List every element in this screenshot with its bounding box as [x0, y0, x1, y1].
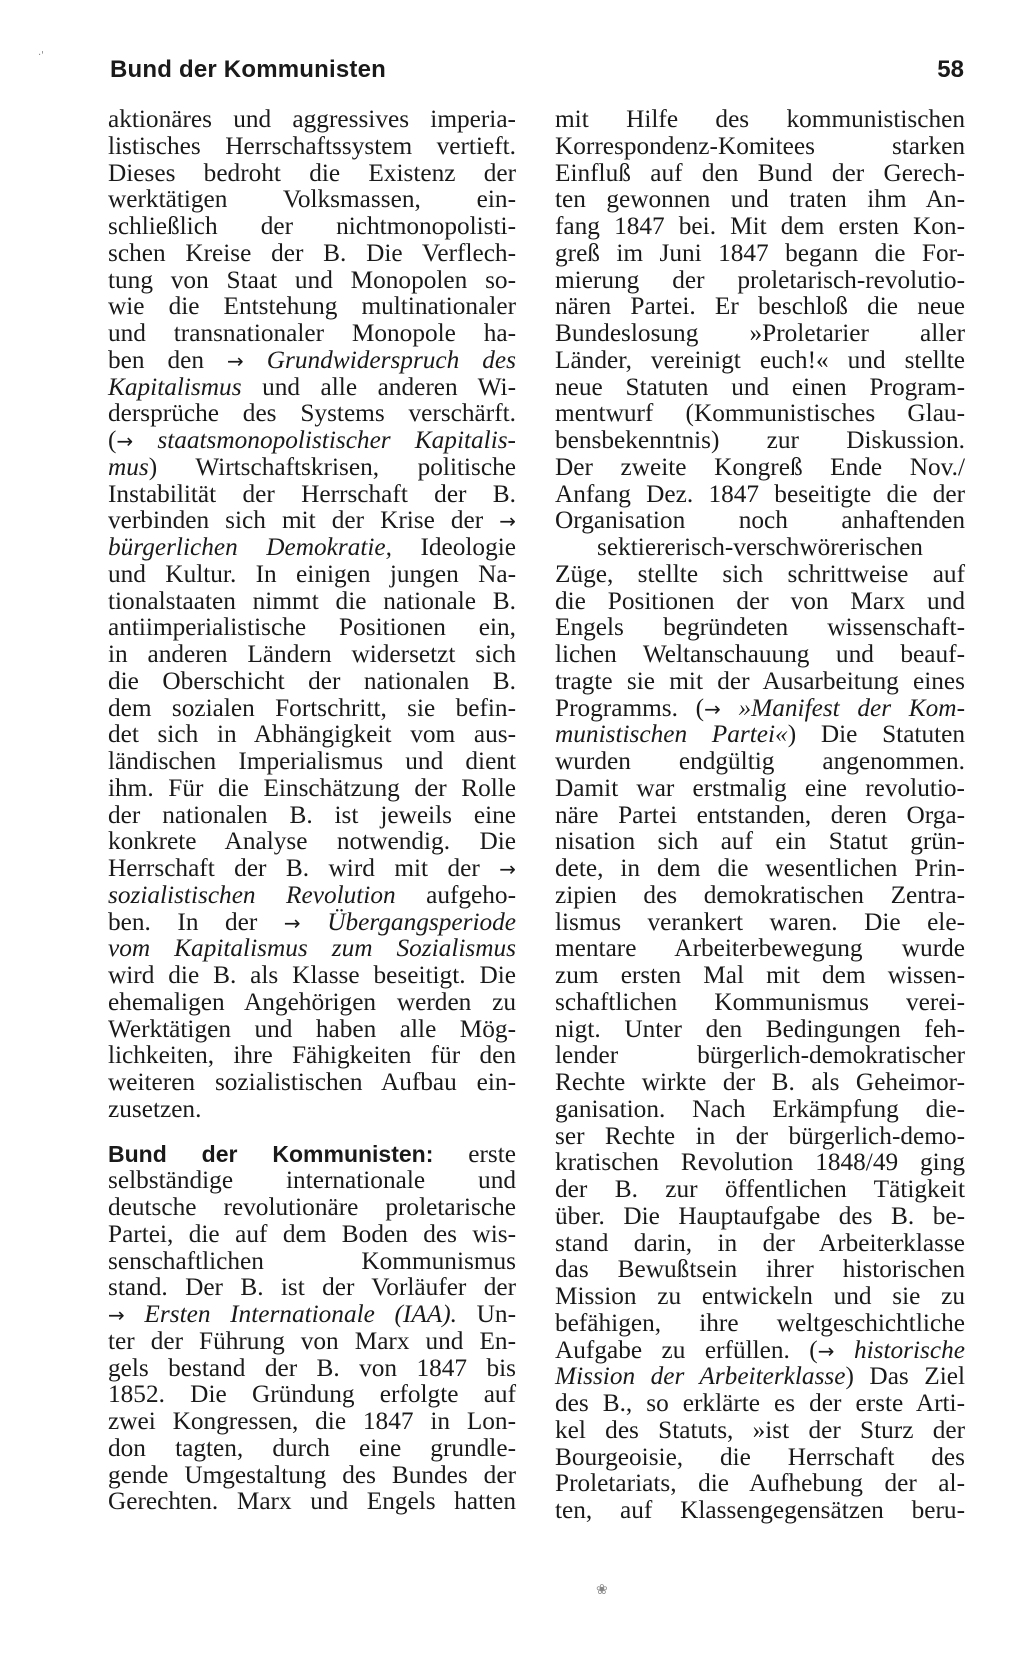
text-line: tionalstaaten nimmt die nationale B.	[108, 586, 516, 615]
cross-reference-link[interactable]: Übergangsperiode	[327, 907, 516, 936]
text-line: Gerechten. Marx und Engels hatten	[108, 1487, 516, 1516]
text-line: det sich in Abhängigkeit vom aus-	[108, 720, 516, 749]
page-number: 58	[937, 56, 964, 83]
running-header-title: Bund der Kommunisten	[110, 56, 387, 83]
text-line: ser Rechte in der bürgerlich-demo-	[555, 1121, 965, 1150]
cross-reference-link[interactable]: munistischen Partei«	[555, 720, 788, 749]
text-line: zipien des demokratischen Zentra-	[555, 880, 965, 909]
text-line: bensbekenntnis) zur Diskussion.	[555, 426, 965, 454]
text-line: Engels begründeten wissenschaft-	[555, 613, 965, 642]
text-line: deutsche revolutionäre proletarische	[108, 1193, 516, 1221]
text-line: Partei, die auf dem Boden des wis-	[108, 1219, 516, 1248]
text-line: Rechte wirkte der B. als Geheimor-	[555, 1068, 965, 1096]
text-line: Aufgabe zu erfüllen. (→ historische	[555, 1335, 965, 1364]
text-line: don tagten, durch eine grundle-	[108, 1433, 516, 1462]
text-line: lender bürgerlich-demokratischer	[555, 1041, 965, 1070]
text-line: schen Kreise der B. Die Verflech-	[108, 238, 516, 267]
cross-reference-link[interactable]: mus	[108, 452, 149, 481]
right-column	[555, 106, 965, 1524]
text-line: Anfang Dez. 1847 beseitigte die der	[555, 479, 965, 508]
text-line: in anderen Ländern widersetzt sich	[108, 640, 516, 668]
text-line: dete, in dem die wesentlichen Prin-	[555, 854, 965, 882]
text-line: ter der Führung von Marx und En-	[108, 1326, 516, 1355]
text-line: die Positionen der von Marx und	[555, 586, 965, 615]
text-line: und Kultur. In einigen jungen Na-	[108, 559, 516, 588]
text-line: Bundeslosung »Proletarier aller	[555, 319, 965, 347]
text-line: munistischen Partei«) Die Statuten	[555, 720, 965, 749]
text-line: mentwurf (Kommunistisches Glau-	[555, 399, 965, 428]
text-line: ten, auf Klassengegensätzen beru-	[555, 1496, 965, 1524]
text-line: → Ersten Internationale (IAA). Un-	[108, 1300, 516, 1328]
cross-reference-arrow-icon: →	[227, 348, 244, 373]
text-line: das Bewußtsein ihrer historischen	[555, 1255, 965, 1284]
text-line: der nationalen B. ist jeweils eine	[108, 800, 516, 829]
text-line: über. Die Hauptaufgabe des B. be-	[555, 1201, 965, 1230]
cross-reference-arrow-icon: →	[499, 509, 517, 534]
cross-reference-arrow-icon: →	[283, 910, 301, 935]
cross-reference-link[interactable]: Mission der Arbeiterklasse	[555, 1362, 846, 1391]
cross-reference-link[interactable]: vom Kapitalismus zum Sozialismus	[108, 934, 516, 963]
text-line: antiimperialistische Positionen ein,	[108, 613, 516, 642]
text-line: zwei Kongressen, die 1847 in Lon-	[108, 1407, 516, 1435]
cross-reference-link[interactable]: bürgerlichen Demokratie,	[108, 533, 392, 561]
text-line: zum ersten Mal mit dem wissen-	[555, 961, 965, 989]
text-line: Bourgeoisie, die Herrschaft des	[555, 1442, 965, 1471]
text-line: befähigen, ihre weltgeschichtliche	[555, 1308, 965, 1337]
text-line: Mission der Arbeiterklasse) Das Ziel	[555, 1362, 965, 1391]
text-line: Länder, vereinigt euch!« und stellte	[555, 345, 965, 374]
text-line: Mission zu entwickeln und sie zu	[555, 1282, 965, 1310]
text-line: ehemaligen Angehörigen werden zu	[108, 987, 516, 1016]
text-line: kratischen Revolution 1848/49 ging	[555, 1148, 965, 1177]
text-line: nären Partei. Er beschloß die neue	[555, 292, 965, 321]
text-line: verbinden sich mit der Krise der →	[108, 506, 517, 535]
text-line: aktionäres und aggressives imperia-	[108, 105, 516, 133]
text-line: tragte sie mit der Ausarbeitung eines	[555, 666, 965, 695]
text-line: ten gewonnen und traten ihm An-	[555, 185, 965, 214]
text-line: und transnationaler Monopole ha-	[108, 319, 516, 347]
text-line: Züge, stellte sich schrittweise auf	[555, 559, 965, 588]
cross-reference-link[interactable]: historische	[853, 1335, 965, 1364]
text-line: mit Hilfe des kommunistischen	[555, 105, 965, 133]
text-line: kel des Statuts, »ist der Sturz der	[555, 1415, 965, 1444]
left-column	[108, 106, 516, 1515]
text-line: Werktätigen und haben alle Mög-	[108, 1014, 516, 1043]
text-line: Organisation noch anhaftenden	[555, 506, 965, 535]
text-line: sektiererisch-verschwörerischen	[597, 533, 923, 561]
text-line: selbständige internationale und	[108, 1166, 516, 1195]
text-line: stand. Der B. ist der Vorläufer der	[108, 1273, 516, 1302]
text-line: stand darin, in der Arbeiterklasse	[555, 1228, 965, 1257]
text-line: tung von Staat und Monopolen so-	[108, 265, 516, 294]
text-line: Der zweite Kongreß Ende Nov./	[555, 452, 965, 481]
text-line: senschaftlichen Kommunismus	[108, 1246, 516, 1275]
text-line: nisation sich auf ein Statut grün-	[555, 827, 965, 856]
text-line: weiteren sozialistischen Aufbau ein-	[108, 1068, 516, 1096]
cross-reference-link[interactable]: sozialistischen Revolution	[108, 880, 396, 909]
text-line: neue Statuten und einen Program-	[555, 372, 965, 401]
text-line: werktätigen Volksmassen, ein-	[108, 185, 516, 214]
paragraph-gap	[108, 1123, 516, 1141]
cross-reference-arrow-icon: →	[817, 1338, 835, 1363]
text-line: lichkeiten, ihre Fähigkeiten für den	[108, 1041, 516, 1070]
text-line: der B. zur öffentlichen Tätigkeit	[555, 1175, 965, 1203]
text-line: fang 1847 bei. Mit dem ersten Kon-	[555, 212, 965, 240]
cross-reference-link[interactable]: staatsmonopolistischer Kapitalis-	[157, 426, 516, 454]
cross-reference-arrow-icon: →	[704, 696, 721, 721]
text-line: listisches Herrschaftssystem vertieft.	[108, 131, 516, 160]
text-line: ben. In der → Übergangsperiode	[108, 907, 516, 936]
text-line: lichen Weltanschauung und beauf-	[555, 640, 965, 668]
text-line: schaftlichen Kommunismus verei-	[555, 987, 965, 1016]
text-line: gels bestand der B. von 1847 bis	[108, 1353, 516, 1382]
text-line: Programms. (→ »Manifest der Kom-	[555, 693, 966, 722]
text-line: zusetzen.	[108, 1094, 202, 1123]
cross-reference-link[interactable]: Ersten Internationale (IAA).	[144, 1300, 457, 1328]
text-line: dem sozialen Fortschritt, sie befin-	[108, 693, 516, 722]
text-line: Dieses bedroht die Existenz der	[108, 158, 516, 187]
text-line: wird die B. als Klasse beseitigt. Die	[108, 961, 516, 989]
text-line: Damit war erstmalig eine revolutio-	[555, 773, 965, 802]
cross-reference-arrow-icon: →	[116, 429, 134, 453]
scan-speck: ❀	[596, 1582, 608, 1598]
entry-heading-line: Bund der Kommunisten: erste	[108, 1139, 516, 1168]
text-line: Instabilität der Herrschaft der B.	[108, 479, 516, 508]
text-line: lismus verankert waren. Die ele-	[555, 907, 965, 936]
text-line: dersprüche des Systems verschärft.	[108, 399, 516, 428]
text-line: sozialistischen Revolution aufgeho-	[108, 880, 516, 909]
text-line: mentare Arbeiterbewegung wurde	[555, 934, 965, 963]
text-line: mierung der proletarisch-revolutio-	[555, 265, 965, 294]
text-line: bürgerlichen Demokratie, Ideologie	[108, 533, 516, 561]
text-line: ben den → Grundwiderspruch des	[108, 345, 517, 374]
text-line: Herrschaft der B. wird mit der →	[108, 854, 516, 882]
cross-reference-link[interactable]: Kapitalismus	[108, 372, 242, 401]
text-line: wie die Entstehung multinationaler	[108, 292, 516, 321]
cross-reference-link[interactable]: »Manifest der Kom-	[738, 693, 966, 722]
cross-reference-arrow-icon: →	[499, 857, 516, 881]
text-line: mus) Wirtschaftskrisen, politische	[108, 452, 516, 481]
entry-heading: Bund der Kommunisten:	[108, 1140, 434, 1167]
text-line: Kapitalismus und alle anderen Wi-	[108, 372, 516, 401]
text-line: näre Partei entstanden, deren Orga-	[555, 800, 965, 829]
scan-speck: ·'	[38, 50, 44, 61]
text-line: (→ staatsmonopolistischer Kapitalis-	[108, 426, 516, 454]
text-line: ganisation. Nach Erkämpfung die-	[555, 1094, 965, 1123]
text-line: ländischen Imperialismus und dient	[108, 747, 516, 775]
text-line: greß im Juni 1847 begann die For-	[555, 238, 965, 267]
text-line: nigt. Unter den Bedingungen feh-	[555, 1014, 965, 1043]
text-line: gende Umgestaltung des Bundes der	[108, 1460, 516, 1489]
cross-reference-arrow-icon: →	[108, 1303, 125, 1327]
text-line: ihm. Für die Einschätzung der Rolle	[108, 773, 516, 802]
text-line: Korrespondenz-Komitees starken	[555, 131, 965, 160]
text-line: Proletariats, die Aufhebung der al-	[555, 1469, 965, 1498]
text-line	[108, 935, 516, 962]
text-line: konkrete Analyse notwendig. Die	[108, 827, 516, 856]
text-line: Einfluß auf den Bund der Gerech-	[555, 158, 965, 187]
text-line: 1852. Die Gründung erfolgte auf	[108, 1380, 516, 1409]
text-line: wurden endgültig angenommen.	[555, 747, 965, 775]
cross-reference-link[interactable]: Grundwiderspruch des	[266, 345, 517, 374]
text-line: schließlich der nichtmonopolisti-	[108, 212, 516, 240]
text-line: die Oberschicht der nationalen B.	[108, 666, 516, 695]
text-line: des B., so erklärte es der erste Arti-	[555, 1389, 965, 1417]
